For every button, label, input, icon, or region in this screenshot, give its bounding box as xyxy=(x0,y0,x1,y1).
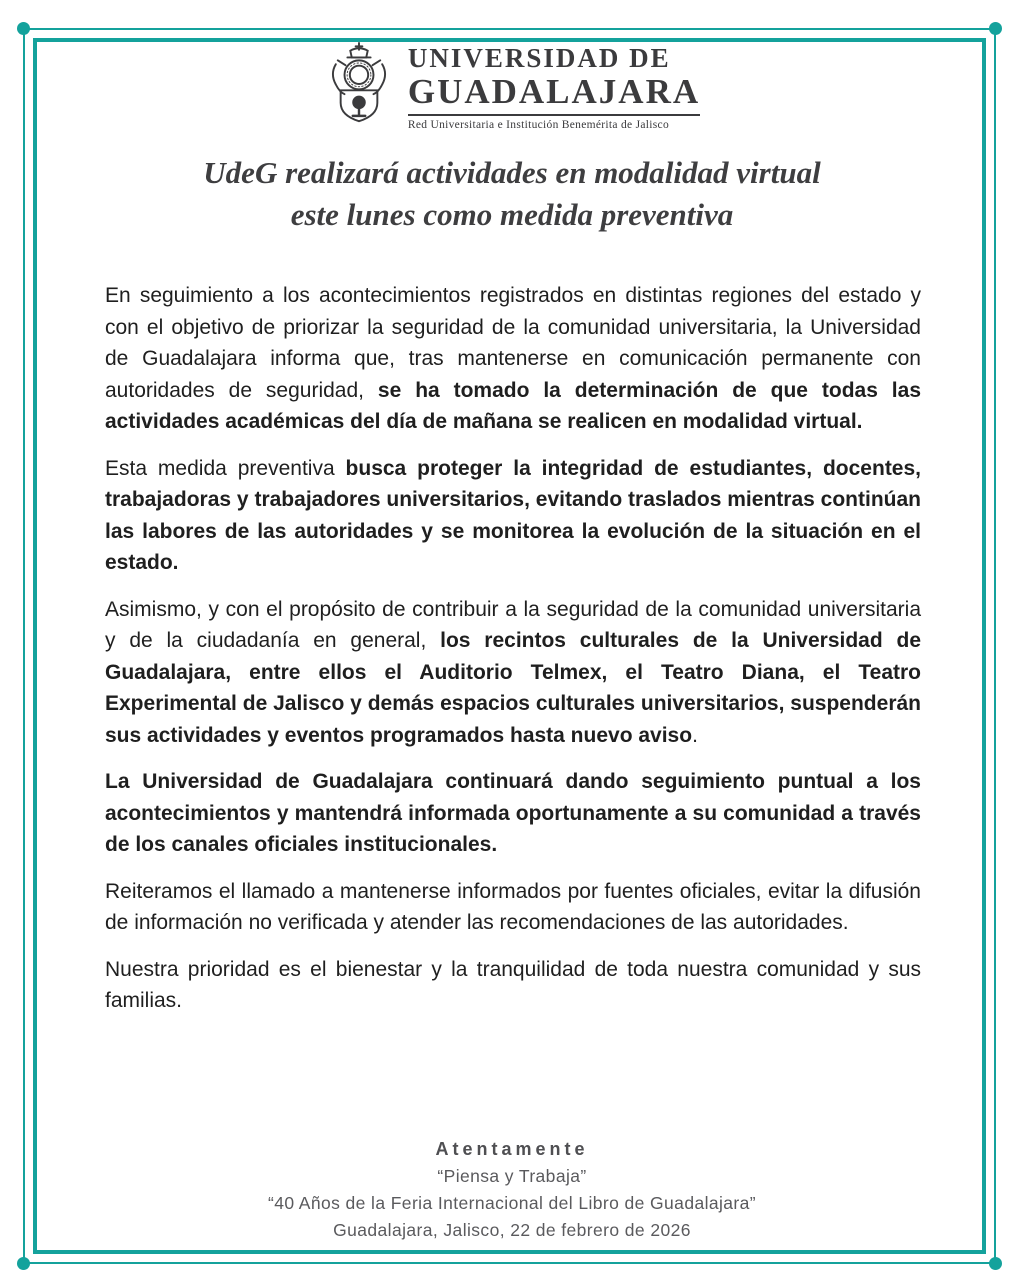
bold-text-run: se ha tomado la determinación de que todas las actividades académicas del día de mañana se realicen en modalidad virtual. xyxy=(105,378,921,433)
border-corner-dot xyxy=(989,22,1002,35)
body-paragraph-6 xyxy=(105,954,921,1017)
footer-signature xyxy=(0,1136,1024,1244)
text-run: Nuestra prioridad es el bienestar y la tranquilidad de toda nuestra comunidad y sus familias. xyxy=(105,957,921,1012)
border-corner-dot xyxy=(17,22,30,35)
bold-text-run: busca proteger la integridad de estudiantes, docentes, trabajadoras y trabajadores universitarios, evitando traslados mientras continúan las labores de las autoridades y se monitorea la evolución de la situación en el estado. xyxy=(105,456,922,574)
text-run: Reiteramos el llamado a mantenerse informados por fuentes oficiales, evitar la difusión de información no verificada y atender las recomendaciones de las autoridades. xyxy=(105,879,921,934)
text-run: . xyxy=(692,723,698,747)
body-paragraph-1 xyxy=(105,280,921,438)
border-corner-dot xyxy=(989,1257,1002,1270)
body-paragraph-4 xyxy=(105,766,921,861)
footer-closing: Atentamente xyxy=(435,1139,589,1159)
page-title-line1: UdeG realizará actividades en modalidad virtual xyxy=(203,155,821,190)
udeg-crest-icon xyxy=(324,42,394,132)
body-paragraph-2 xyxy=(105,453,921,579)
body-paragraph-3 xyxy=(105,594,921,752)
body-paragraph-5 xyxy=(105,876,921,939)
border-corner-dot xyxy=(17,1257,30,1270)
university-tagline: Red Universitaria e Institución Benemérita de Jalisco xyxy=(407,119,670,131)
body-copy xyxy=(105,280,921,1032)
text-run: Asimismo, y con el propósito de contribuir a la seguridad de la comunidad universitaria y de la ciudadanía en general, xyxy=(105,597,921,652)
university-name-line1: UNIVERSIDAD DE xyxy=(407,43,671,73)
bold-text-run: La Universidad de Guadalajara continuará dando seguimiento puntual a los acontecimientos y mantendrá informada oportunamente a su comunidad a través de los canales oficiales institucionales. xyxy=(105,770,921,856)
page-title xyxy=(0,152,1024,236)
footer-anniversary: “40 Años de la Feria Internacional del Libro de Guadalajara” xyxy=(267,1193,757,1213)
footer-dateline: Guadalajara, Jalisco, 22 de febrero de 2026 xyxy=(333,1220,691,1240)
page-title-line2: este lunes como medida preventiva xyxy=(290,197,734,232)
text-run: En seguimiento a los acontecimientos registrados en distintas regiones del estado y con el objetivo de priorizar la seguridad de la comunidad universitaria, la Universidad de Guadalajara informa que, tras mantenerse en comunicación permanente con autoridades de seguridad, xyxy=(105,284,921,402)
bold-text-run: los recintos culturales de la Universidad de Guadalajara, entre ellos el Auditorio Telmex, el Teatro Diana, el Teatro Experimental de Jalisco y demás espacios culturales universitarios, suspenderán sus actividades y eventos programados hasta nuevo aviso xyxy=(105,629,922,747)
footer-motto: “Piensa y Trabaja” xyxy=(437,1166,587,1186)
header-logo xyxy=(0,42,1024,132)
university-name-line2: GUADALAJARA xyxy=(407,72,701,111)
logo-divider xyxy=(408,114,700,116)
text-run: Esta medida preventiva xyxy=(105,456,346,480)
